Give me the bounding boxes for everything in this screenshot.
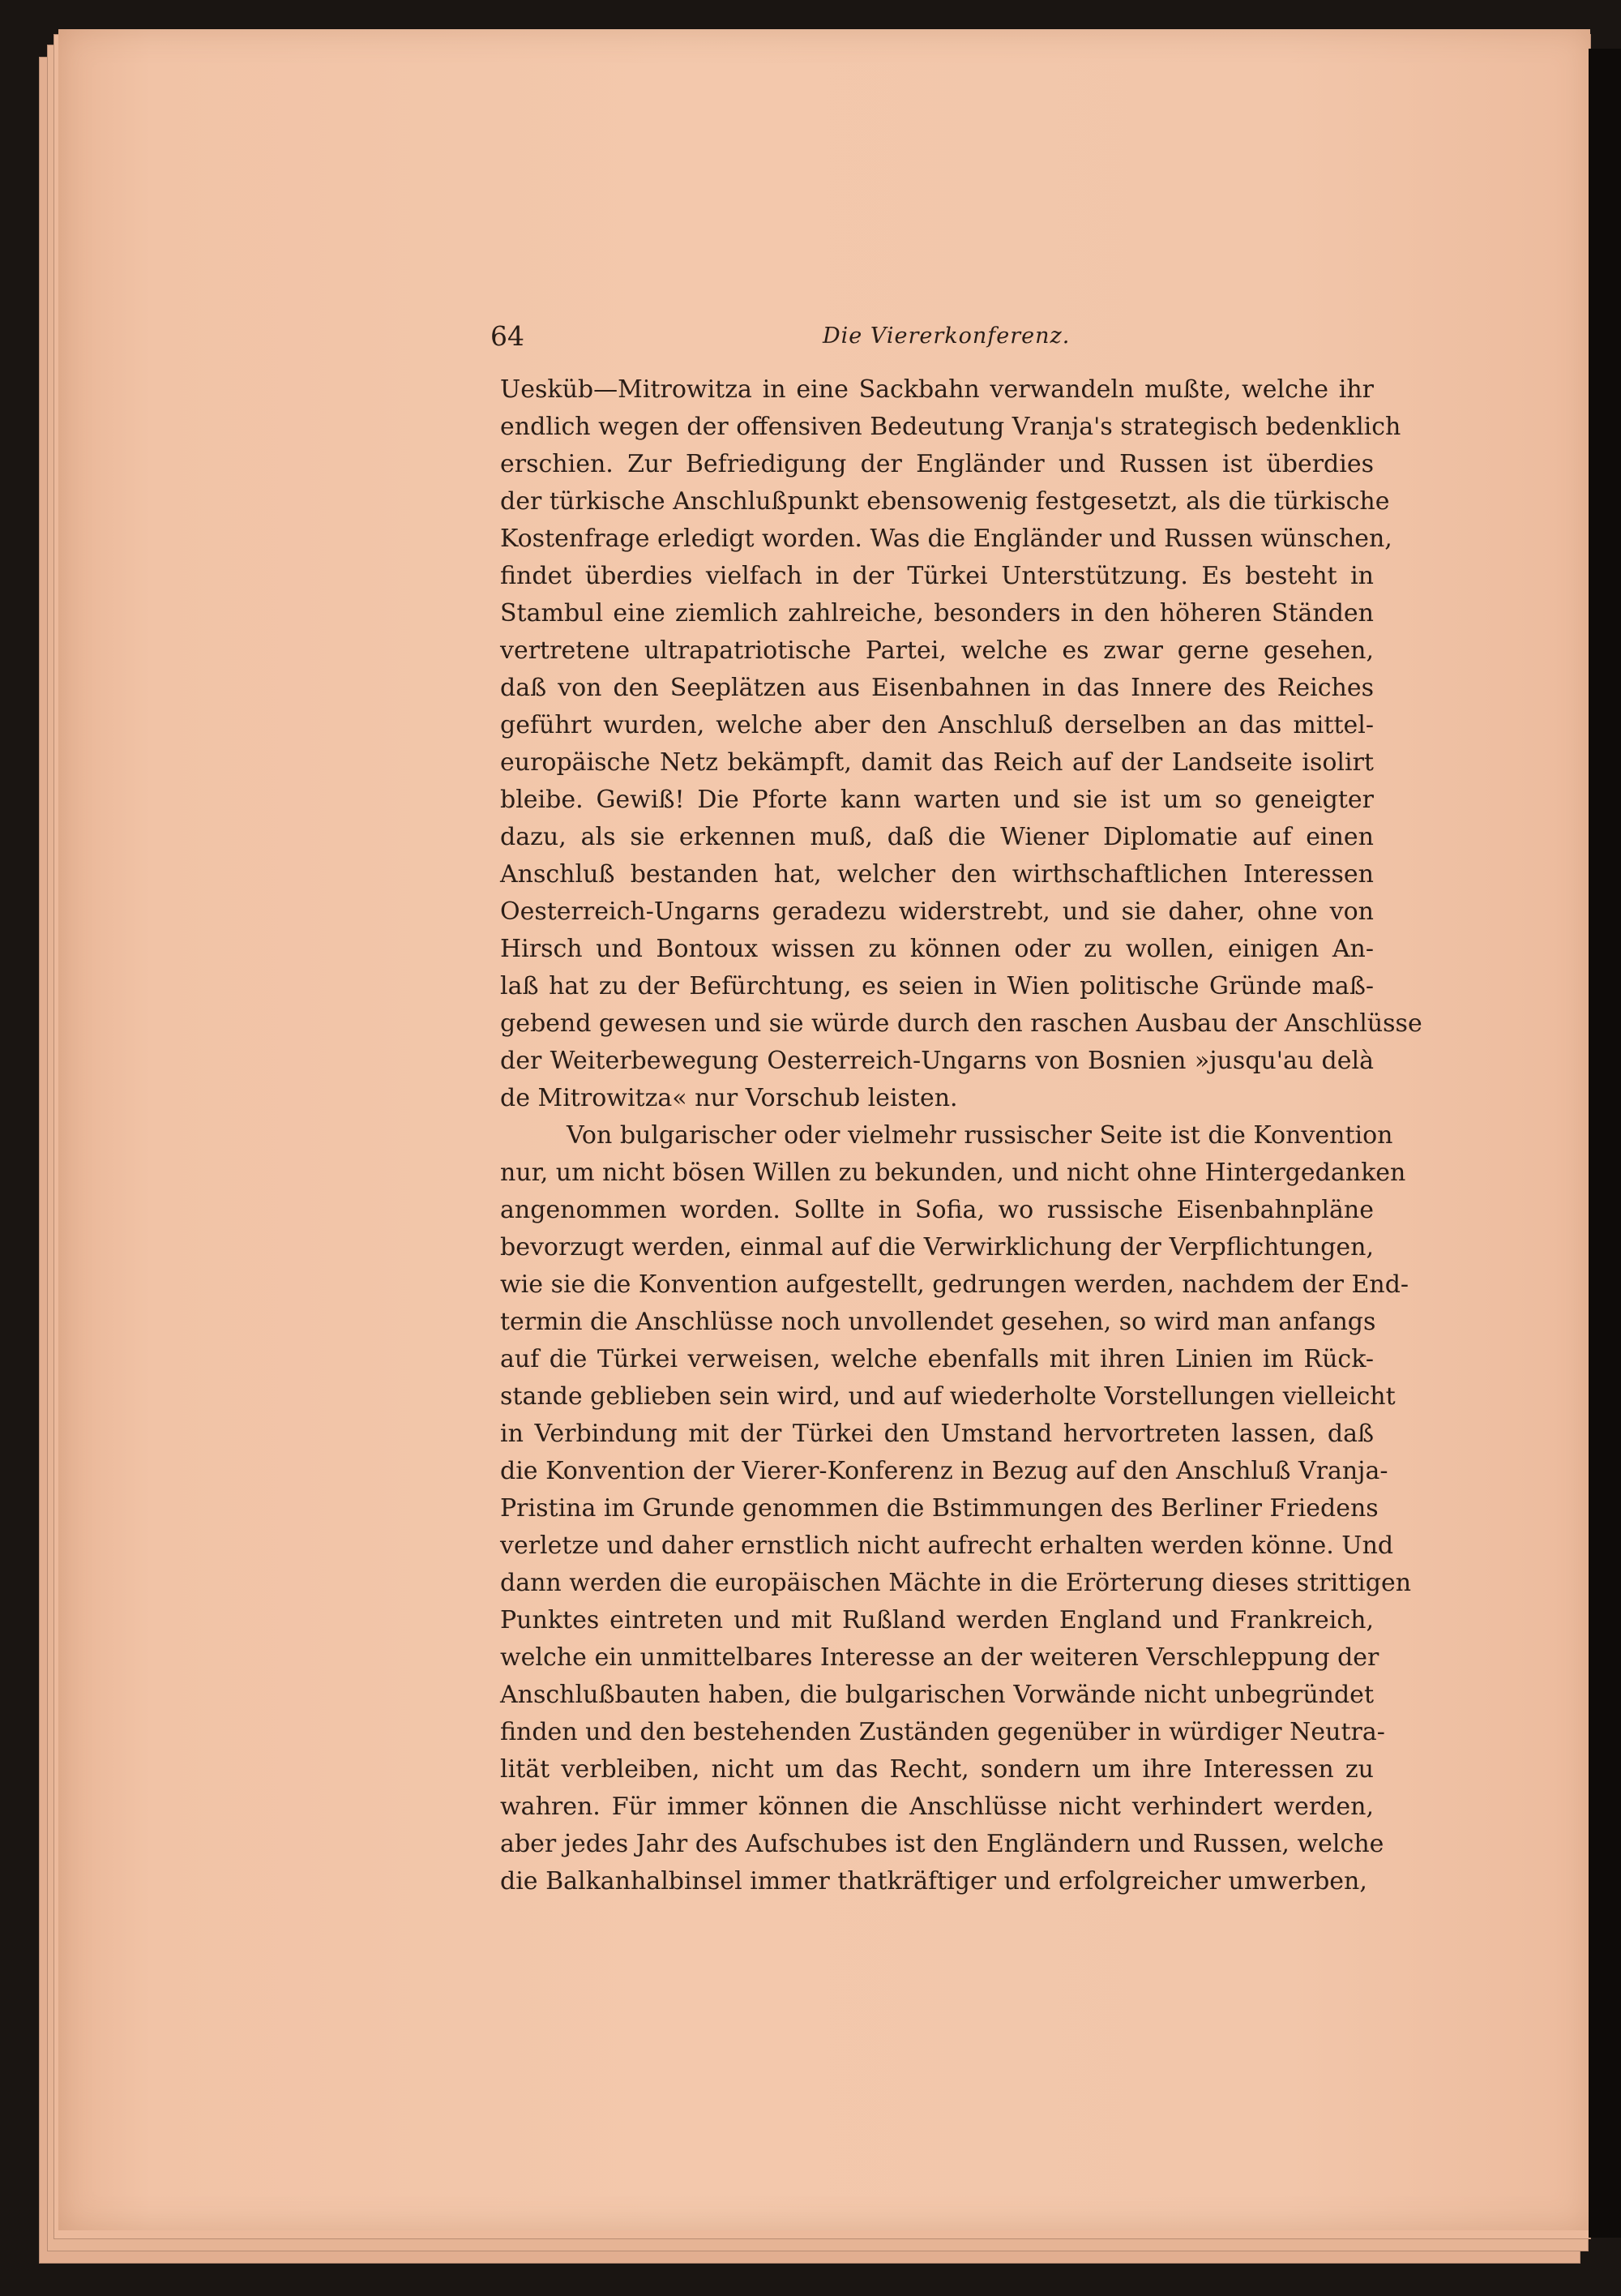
text-line: Anschlußbauten haben, die bulgarischen Vorwände nicht unbegründet xyxy=(500,1681,1374,1709)
text-line: Anschluß bestanden hat, welcher den wirthschaftlichen Interessen xyxy=(500,860,1374,889)
page-number: 64 xyxy=(490,320,524,352)
text-line: bevorzugt werden, einmal auf die Verwirklichung der Verpflichtungen, xyxy=(500,1233,1374,1262)
text-line: Kostenfrage erledigt worden. Was die Engländer und Russen wünschen, xyxy=(500,525,1392,553)
text-line: die Konvention der Vierer-Konferenz in Bezug auf den Anschluß Vranja- xyxy=(500,1457,1388,1485)
page-header xyxy=(490,320,1382,361)
text-line: angenommen worden. Sollte in Sofia, wo russische Eisenbahnpläne xyxy=(500,1196,1374,1224)
text-line: lität verbleiben, nicht um das Recht, sondern um ihre Interessen zu xyxy=(500,1755,1374,1784)
text-line: dazu, als sie erkennen muß, daß die Wiener Diplomatie auf einen xyxy=(500,823,1374,851)
text-line: der Weiterbewegung Oesterreich-Ungarns von Bosnien »jusqu'au delà xyxy=(500,1047,1374,1075)
text-line: Von bulgarischer oder vielmehr russischer Seite ist die Konvention xyxy=(567,1121,1393,1150)
text-line: bleibe. Gewiß! Die Pforte kann warten und sie ist um so geneigter xyxy=(500,786,1374,814)
text-line: die Balkanhalbinsel immer thatkräftiger und erfolgreicher umwerben, xyxy=(500,1867,1367,1895)
text-line: gebend gewesen und sie würde durch den raschen Ausbau der Anschlüsse xyxy=(500,1009,1422,1038)
text-line: Oesterreich-Ungarns geradezu widerstrebt, und sie daher, ohne von xyxy=(500,897,1374,926)
text-line: wahren. Für immer können die Anschlüsse nicht verhindert werden, xyxy=(500,1793,1374,1821)
text-line: aber jedes Jahr des Aufschubes ist den Engländern und Russen, welche xyxy=(500,1830,1384,1858)
text-line: findet überdies vielfach in der Türkei Unterstützung. Es besteht in xyxy=(500,562,1374,590)
text-line: stande geblieben sein wird, und auf wiederholte Vorstellungen vielleicht xyxy=(500,1382,1396,1411)
text-line: verletze und daher ernstlich nicht aufrecht erhalten werden könne. Und xyxy=(500,1531,1394,1560)
scan-background xyxy=(1589,49,1621,2238)
text-line: Punktes eintreten und mit Rußland werden England und Frankreich, xyxy=(500,1606,1374,1634)
paragraph xyxy=(500,371,1422,1117)
text-line: Hirsch und Bontoux wissen zu können oder zu wollen, einigen An- xyxy=(500,935,1374,963)
text-line: geführt wurden, welche aber den Anschluß derselben an das mittel- xyxy=(500,711,1374,739)
text-line: der türkische Anschlußpunkt ebensowenig festgesetzt, als die türkische xyxy=(500,487,1390,516)
text-line: Stambul eine ziemlich zahlreiche, besonders in den höheren Ständen xyxy=(500,599,1374,628)
paragraph xyxy=(500,1117,1412,1900)
text-line: europäische Netz bekämpft, damit das Reich auf der Landseite isolirt xyxy=(500,748,1374,777)
text-line: daß von den Seeplätzen aus Eisenbahnen in das Innere des Reiches xyxy=(500,674,1374,702)
text-line: auf die Türkei verweisen, welche ebenfalls mit ihren Linien im Rück- xyxy=(500,1345,1374,1373)
text-line: de Mitrowitza« nur Vorschub leisten. xyxy=(500,1084,958,1112)
text-line: dann werden die europäischen Mächte in die Erörterung dieses strittigen xyxy=(500,1569,1412,1597)
text-line: Pristina im Grunde genommen die Bstimmungen des Berliner Friedens xyxy=(500,1494,1379,1523)
text-line: endlich wegen der offensiven Bedeutung Vranja's strategisch bedenklich xyxy=(500,413,1401,441)
text-line: finden und den bestehenden Zuständen gegenüber in würdiger Neutra- xyxy=(500,1718,1385,1746)
text-line: in Verbindung mit der Türkei den Umstand hervortreten lassen, daß xyxy=(500,1420,1374,1448)
body-text xyxy=(500,371,1422,1900)
running-title: Die Viererkonferenz. xyxy=(823,323,1071,349)
text-line: erschien. Zur Befriedigung der Engländer und Russen ist überdies xyxy=(500,450,1374,478)
text-line: nur, um nicht bösen Willen zu bekunden, und nicht ohne Hintergedanken xyxy=(500,1159,1406,1187)
text-line: welche ein unmittelbares Interesse an der weiteren Verschleppung der xyxy=(500,1643,1379,1672)
text-line: vertretene ultrapatriotische Partei, welche es zwar gerne gesehen, xyxy=(500,636,1374,665)
text-line: laß hat zu der Befürchtung, es seien in Wien politische Gründe maß- xyxy=(500,972,1374,1000)
text-line: wie sie die Konvention aufgestellt, gedrungen werden, nachdem der End- xyxy=(500,1270,1409,1299)
text-line: termin die Anschlüsse noch unvollendet gesehen, so wird man anfangs xyxy=(500,1308,1376,1336)
text-line: Uesküb—Mitrowitza in eine Sackbahn verwandeln mußte, welche ihr xyxy=(500,375,1374,404)
